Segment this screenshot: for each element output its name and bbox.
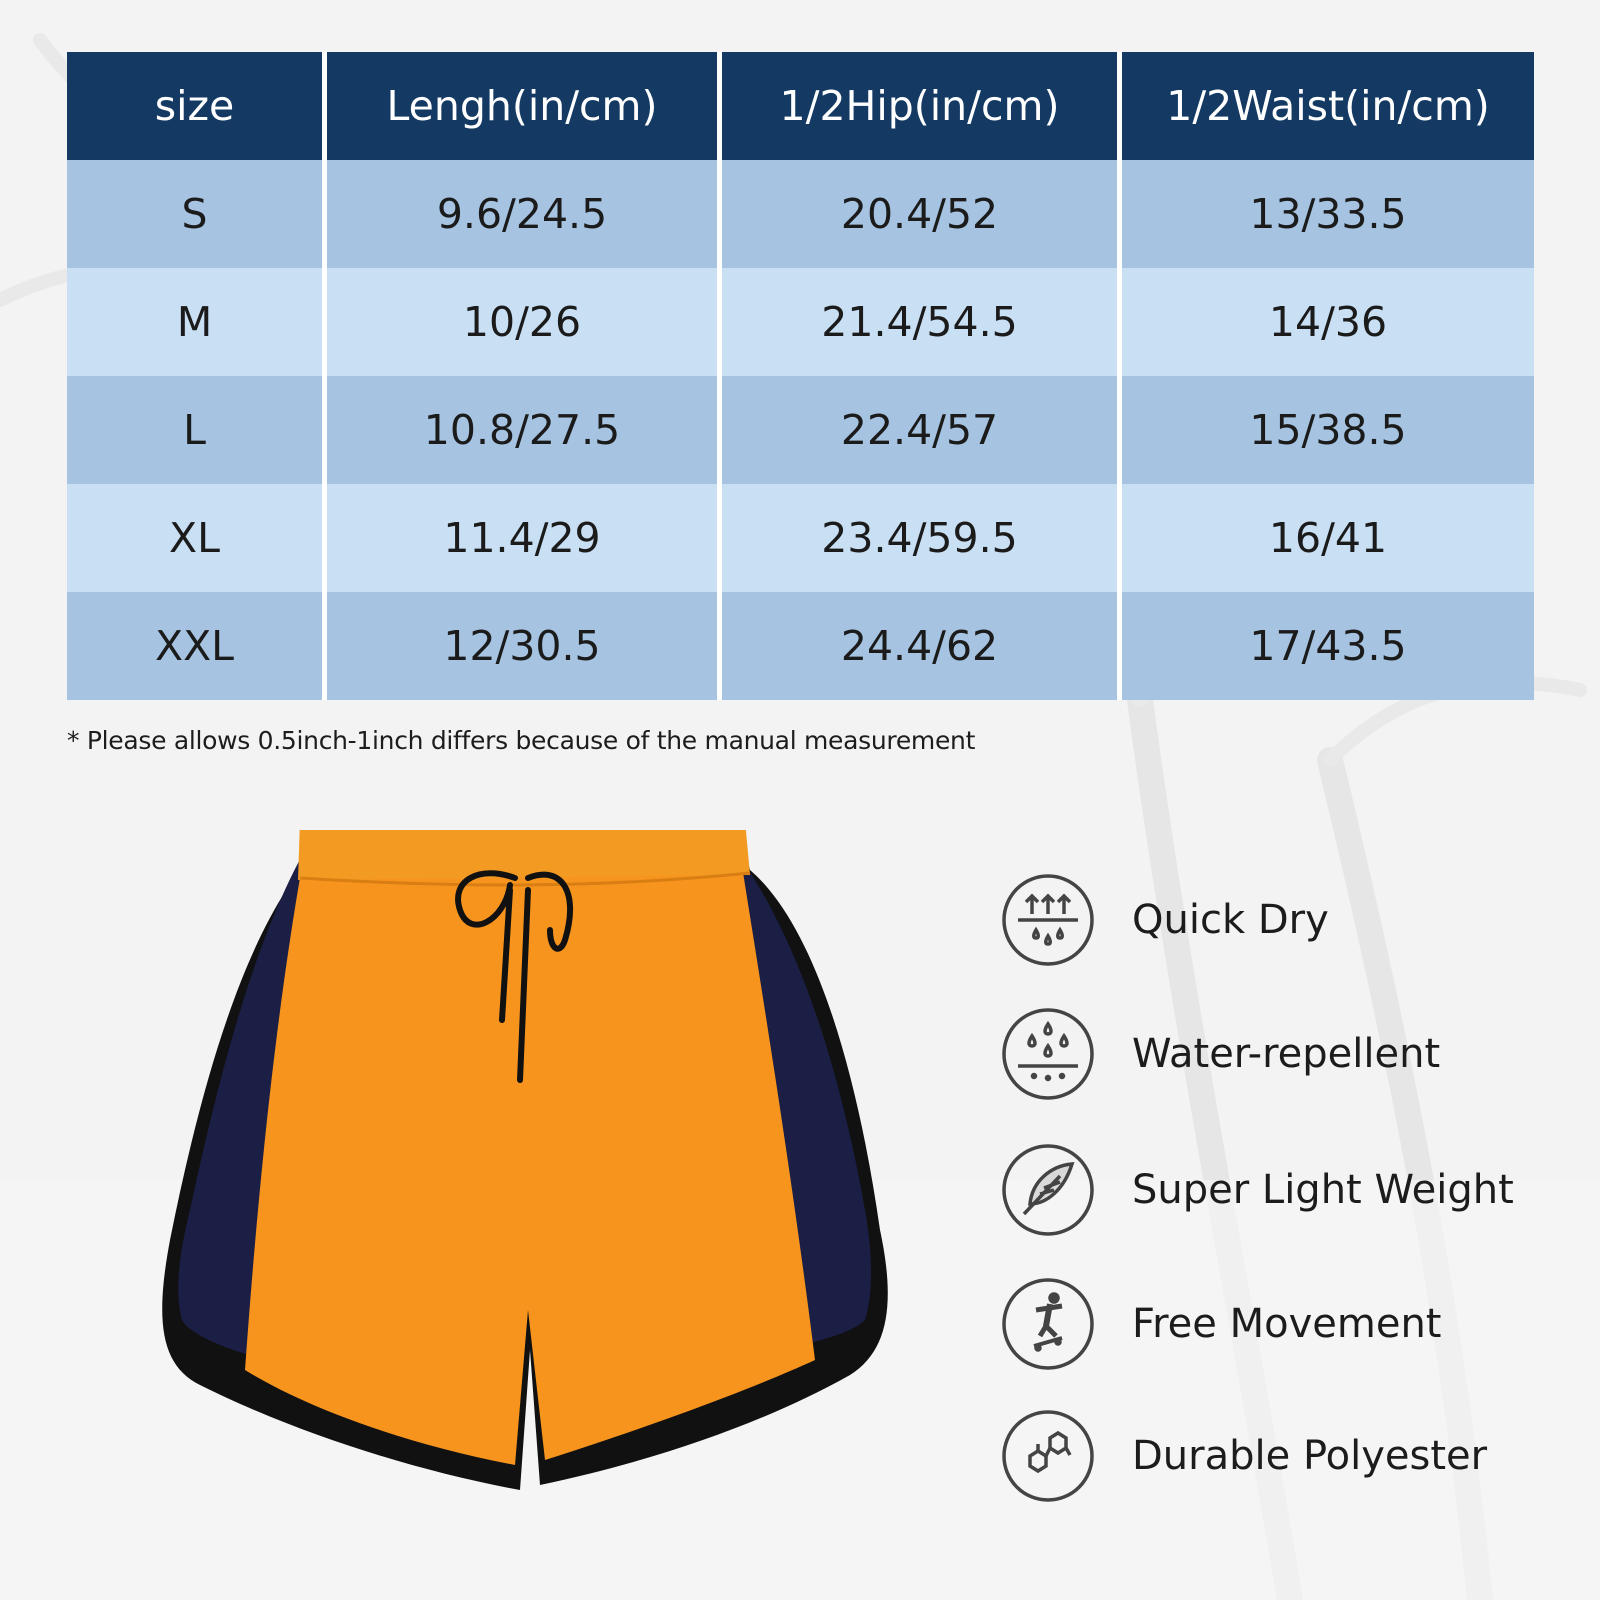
feature-quick-dry	[1000, 872, 1560, 968]
length-cell: 12/30.5	[327, 592, 722, 700]
quick-dry-icon	[1000, 872, 1096, 968]
feature-label: Durable Polyester	[1132, 1433, 1488, 1479]
waist-cell: 13/33.5	[1122, 160, 1534, 268]
table-row	[67, 268, 1534, 376]
waist-cell: 16/41	[1122, 484, 1534, 592]
feature-label: Water-repellent	[1132, 1031, 1441, 1077]
length-cell: 9.6/24.5	[327, 160, 722, 268]
size-cell: S	[67, 160, 327, 268]
shorts-front-panel	[245, 830, 815, 1465]
shorts-waistband	[298, 830, 750, 880]
waist-cell: 15/38.5	[1122, 376, 1534, 484]
column-header-half-waist: 1/2Waist(in/cm)	[1122, 52, 1534, 160]
column-header-size: size	[67, 52, 327, 160]
size-cell: XL	[67, 484, 327, 592]
size-chart-table	[67, 52, 1534, 700]
table-row	[67, 160, 1534, 268]
hip-cell: 24.4/62	[722, 592, 1122, 700]
feature-label: Super Light Weight	[1132, 1167, 1514, 1213]
skater-icon	[1000, 1276, 1096, 1372]
feather-icon	[1000, 1142, 1096, 1238]
table-row	[67, 484, 1534, 592]
length-cell: 10/26	[327, 268, 722, 376]
feature-free-movement	[1000, 1276, 1560, 1372]
column-header-half-hip: 1/2Hip(in/cm)	[722, 52, 1122, 160]
feature-label: Free Movement	[1132, 1301, 1442, 1347]
feature-super-light-weight	[1000, 1142, 1560, 1238]
waist-cell: 14/36	[1122, 268, 1534, 376]
table-header-row	[67, 52, 1534, 160]
size-cell: M	[67, 268, 327, 376]
waist-cell: 17/43.5	[1122, 592, 1534, 700]
feature-durable-polyester	[1000, 1408, 1560, 1504]
table-row	[67, 592, 1534, 700]
feature-water-repellent	[1000, 1006, 1560, 1102]
length-cell: 11.4/29	[327, 484, 722, 592]
water-repellent-icon	[1000, 1006, 1096, 1102]
measurement-note: * Please allows 0.5inch-1inch differs because of the manual measurement	[67, 726, 976, 755]
table-row	[67, 376, 1534, 484]
size-cell: XXL	[67, 592, 327, 700]
hip-cell: 20.4/52	[722, 160, 1122, 268]
size-cell: L	[67, 376, 327, 484]
column-header-length: Lengh(in/cm)	[327, 52, 722, 160]
hip-cell: 21.4/54.5	[722, 268, 1122, 376]
hip-cell: 23.4/59.5	[722, 484, 1122, 592]
hip-cell: 22.4/57	[722, 376, 1122, 484]
shorts-product-image	[160, 830, 900, 1520]
feature-label: Quick Dry	[1132, 897, 1329, 943]
polyester-molecule-icon	[1000, 1408, 1096, 1504]
length-cell: 10.8/27.5	[327, 376, 722, 484]
